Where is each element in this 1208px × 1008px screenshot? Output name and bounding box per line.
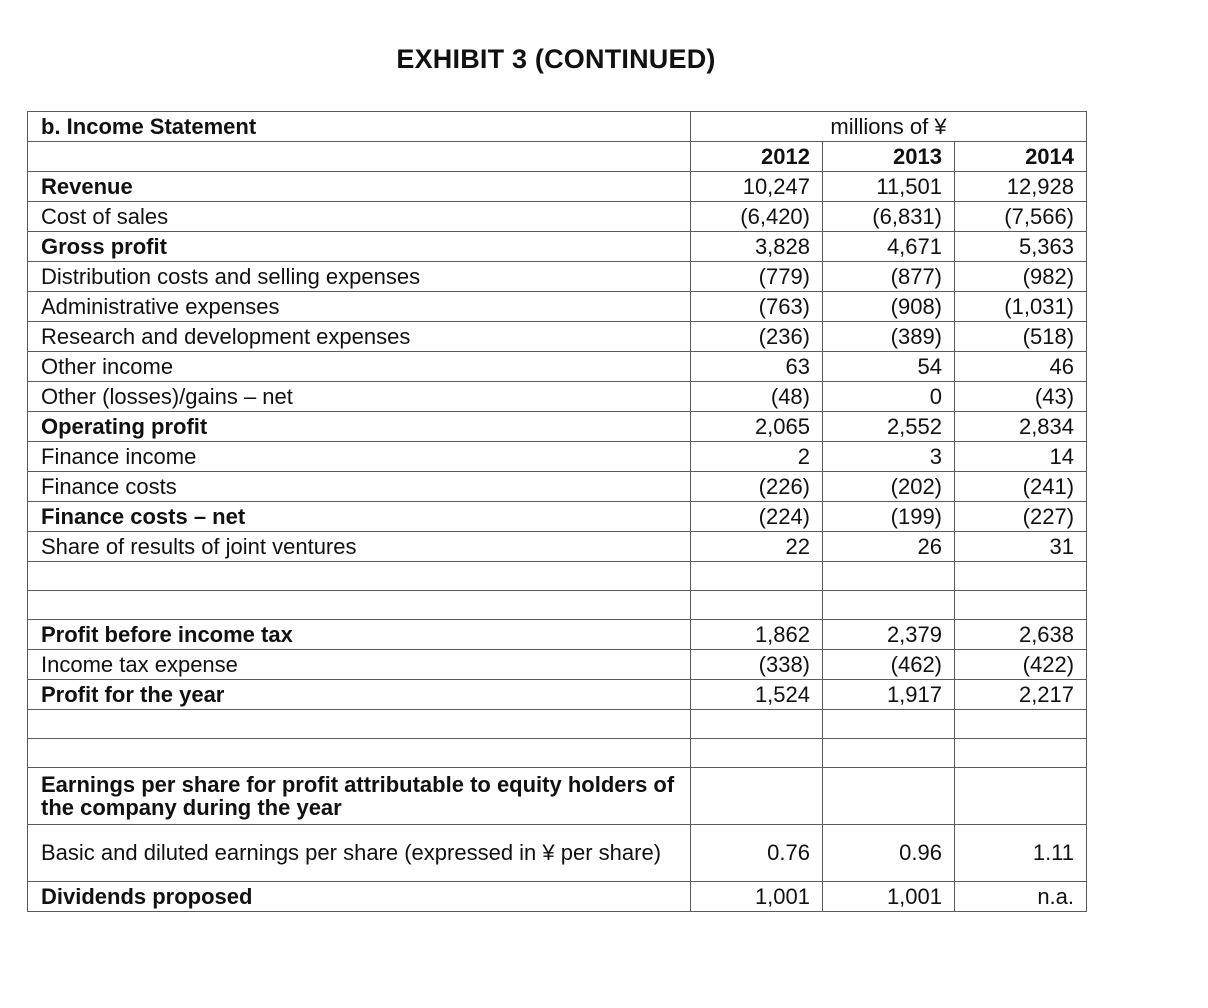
value-2012: 2,065 — [691, 412, 823, 442]
value-2012: 2 — [691, 442, 823, 472]
row-label: Share of results of joint ventures — [28, 532, 691, 562]
value-2014: (43) — [955, 382, 1087, 412]
section-label: b. Income Statement — [28, 112, 691, 142]
empty-cell — [823, 768, 955, 825]
row-label: Other income — [28, 352, 691, 382]
row-label: Cost of sales — [28, 202, 691, 232]
spacer-cell — [823, 591, 955, 620]
unit-label: millions of ¥ — [691, 112, 1087, 142]
spacer-row — [28, 562, 1087, 591]
value-2012: (48) — [691, 382, 823, 412]
table-row — [28, 382, 1087, 412]
value-2014: n.a. — [955, 882, 1087, 912]
exhibit-title: EXHIBIT 3 (CONTINUED) — [396, 44, 716, 74]
value-2013: 0.96 — [823, 825, 955, 882]
value-2014: 12,928 — [955, 172, 1087, 202]
row-label: Gross profit — [28, 232, 691, 262]
value-2013: 54 — [823, 352, 955, 382]
value-2014: (982) — [955, 262, 1087, 292]
row-label: Earnings per share for profit attributable to equity holders of the company during the year — [28, 768, 691, 825]
table-row — [28, 262, 1087, 292]
value-2012: 1,862 — [691, 620, 823, 650]
value-2014: 31 — [955, 532, 1087, 562]
income-statement-table — [27, 111, 1087, 912]
value-2013: 0 — [823, 382, 955, 412]
value-2012: 63 — [691, 352, 823, 382]
spacer-cell — [955, 591, 1087, 620]
value-2012: 3,828 — [691, 232, 823, 262]
value-2014: (518) — [955, 322, 1087, 352]
value-2014: (422) — [955, 650, 1087, 680]
row-label: Finance income — [28, 442, 691, 472]
value-2013: 2,379 — [823, 620, 955, 650]
value-2012: (226) — [691, 472, 823, 502]
value-2012: 22 — [691, 532, 823, 562]
value-2013: 11,501 — [823, 172, 955, 202]
value-2014: 2,217 — [955, 680, 1087, 710]
value-2012: (236) — [691, 322, 823, 352]
row-label: Distribution costs and selling expenses — [28, 262, 691, 292]
value-2013: 1,917 — [823, 680, 955, 710]
value-2013: 3 — [823, 442, 955, 472]
table-row — [28, 768, 1087, 825]
year-header-row — [28, 142, 1087, 172]
value-2014: 2,638 — [955, 620, 1087, 650]
table-row — [28, 292, 1087, 322]
row-label: Research and development expenses — [28, 322, 691, 352]
table-header-row — [28, 112, 1087, 142]
spacer-cell — [28, 710, 691, 739]
table-row — [28, 680, 1087, 710]
value-2013: (389) — [823, 322, 955, 352]
value-2014: 46 — [955, 352, 1087, 382]
value-2012: (779) — [691, 262, 823, 292]
year-2013-header: 2013 — [823, 142, 955, 172]
value-2012: (763) — [691, 292, 823, 322]
row-label: Finance costs – net — [28, 502, 691, 532]
spacer-cell — [823, 739, 955, 768]
value-2014: 14 — [955, 442, 1087, 472]
value-2014: 1.11 — [955, 825, 1087, 882]
table-row — [28, 442, 1087, 472]
value-2013: (199) — [823, 502, 955, 532]
spacer-cell — [691, 562, 823, 591]
row-label: Administrative expenses — [28, 292, 691, 322]
table-row — [28, 650, 1087, 680]
row-label: Income tax expense — [28, 650, 691, 680]
value-2013: 2,552 — [823, 412, 955, 442]
table-row — [28, 825, 1087, 882]
value-2012: 0.76 — [691, 825, 823, 882]
value-2013: (202) — [823, 472, 955, 502]
value-2013: (6,831) — [823, 202, 955, 232]
table-row — [28, 882, 1087, 912]
table-row — [28, 532, 1087, 562]
spacer-cell — [823, 710, 955, 739]
table-row — [28, 232, 1087, 262]
value-2013: (462) — [823, 650, 955, 680]
table-row — [28, 472, 1087, 502]
value-2013: (908) — [823, 292, 955, 322]
spacer-row — [28, 591, 1087, 620]
row-label: Profit before income tax — [28, 620, 691, 650]
row-label: Finance costs — [28, 472, 691, 502]
spacer-cell — [691, 591, 823, 620]
spacer-cell — [955, 739, 1087, 768]
value-2014: (7,566) — [955, 202, 1087, 232]
empty-cell — [691, 768, 823, 825]
row-label: Basic and diluted earnings per share (expressed in ¥ per share) — [28, 825, 691, 882]
spacer-row — [28, 710, 1087, 739]
row-label: Revenue — [28, 172, 691, 202]
row-label: Other (losses)/gains – net — [28, 382, 691, 412]
value-2013: (877) — [823, 262, 955, 292]
table-row — [28, 322, 1087, 352]
value-2012: (6,420) — [691, 202, 823, 232]
year-header-blank — [28, 142, 691, 172]
row-label: Dividends proposed — [28, 882, 691, 912]
value-2013: 26 — [823, 532, 955, 562]
empty-cell — [955, 768, 1087, 825]
value-2013: 4,671 — [823, 232, 955, 262]
value-2014: (241) — [955, 472, 1087, 502]
value-2014: (227) — [955, 502, 1087, 532]
table-row — [28, 202, 1087, 232]
spacer-cell — [955, 710, 1087, 739]
spacer-cell — [823, 562, 955, 591]
row-label: Operating profit — [28, 412, 691, 442]
value-2012: 10,247 — [691, 172, 823, 202]
value-2012: 1,001 — [691, 882, 823, 912]
value-2012: 1,524 — [691, 680, 823, 710]
value-2014: 2,834 — [955, 412, 1087, 442]
spacer-row — [28, 739, 1087, 768]
table-row — [28, 412, 1087, 442]
spacer-cell — [691, 739, 823, 768]
table-row — [28, 172, 1087, 202]
spacer-cell — [955, 562, 1087, 591]
spacer-cell — [691, 710, 823, 739]
table-row — [28, 502, 1087, 532]
spacer-cell — [28, 591, 691, 620]
value-2012: (338) — [691, 650, 823, 680]
year-2014-header: 2014 — [955, 142, 1087, 172]
table-row — [28, 620, 1087, 650]
value-2013: 1,001 — [823, 882, 955, 912]
row-label: Profit for the year — [28, 680, 691, 710]
value-2014: (1,031) — [955, 292, 1087, 322]
table-row — [28, 352, 1087, 382]
spacer-cell — [28, 562, 691, 591]
value-2014: 5,363 — [955, 232, 1087, 262]
value-2012: (224) — [691, 502, 823, 532]
spacer-cell — [28, 739, 691, 768]
year-2012-header: 2012 — [691, 142, 823, 172]
